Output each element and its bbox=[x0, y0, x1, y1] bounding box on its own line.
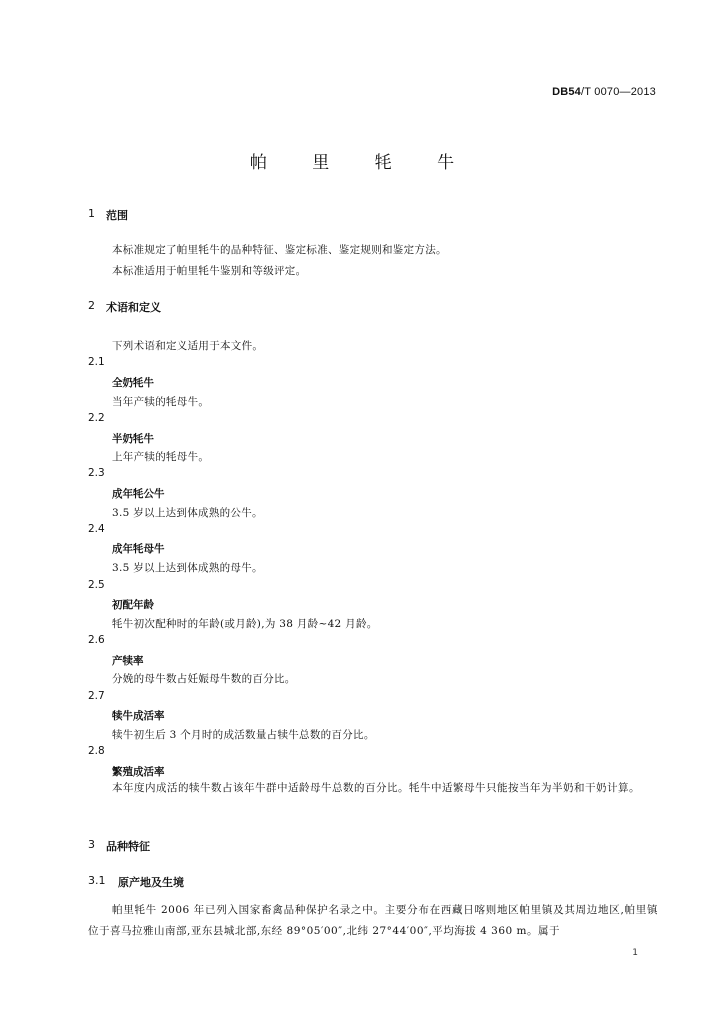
term-definition: 3.5 岁以上达到体成熟的公牛。 bbox=[112, 507, 263, 519]
term-name: 成年牦公牛 bbox=[112, 488, 165, 500]
section-1-paragraph-2: 本标准适用于帕里牦牛鉴别和等级评定。 bbox=[112, 265, 307, 277]
document-title: 帕 里 牦 牛 bbox=[249, 153, 475, 173]
section-3-heading: 品种特征 bbox=[106, 840, 150, 853]
term-number: 2.1 bbox=[88, 356, 105, 368]
section-1-heading: 范围 bbox=[106, 209, 128, 222]
term-number: 2.3 bbox=[88, 467, 105, 479]
section-2-intro: 下列术语和定义适用于本文件。 bbox=[112, 340, 264, 352]
term-name: 初配年龄 bbox=[112, 599, 154, 611]
term-name: 半奶牦牛 bbox=[112, 433, 154, 445]
term-definition: 牦牛初次配种时的年龄(或月龄),为 38 月龄~42 月龄。 bbox=[112, 618, 378, 630]
term-name: 犊牛成活率 bbox=[112, 710, 165, 722]
standard-prefix: DB54 bbox=[552, 86, 582, 98]
term-definition: 当年产犊的牦母牛。 bbox=[112, 396, 210, 408]
term-definition: 分娩的母牛数占妊娠母牛数的百分比。 bbox=[112, 673, 296, 685]
section-3-1-number: 3.1 bbox=[88, 874, 106, 887]
standard-number bbox=[552, 86, 656, 98]
section-1-paragraph-1: 本标准规定了帕里牦牛的品种特征、鉴定标准、鉴定规则和鉴定方法。 bbox=[112, 244, 447, 256]
term-number: 2.8 bbox=[88, 745, 105, 757]
term-definition: 本年度内成活的犊牛数占该年牛群中适龄母牛总数的百分比。牦牛中适繁母牛只能按当年为半奶和干奶计算。 bbox=[112, 782, 640, 794]
term-name: 产犊率 bbox=[112, 655, 144, 667]
section-2-heading: 术语和定义 bbox=[106, 301, 161, 314]
term-number: 2.4 bbox=[88, 523, 105, 535]
term-number: 2.7 bbox=[88, 690, 105, 702]
section-3-1-heading: 原产地及生境 bbox=[118, 876, 184, 889]
term-number: 2.2 bbox=[88, 412, 105, 424]
term-definition: 上年产犊的牦母牛。 bbox=[112, 451, 210, 463]
term-definition: 犊牛初生后 3 个月时的成活数量占犊牛总数的百分比。 bbox=[112, 729, 375, 741]
section-3-number: 3 bbox=[88, 838, 95, 851]
term-definition: 3.5 岁以上达到体成熟的母牛。 bbox=[112, 562, 263, 574]
section-2-number: 2 bbox=[88, 299, 95, 312]
term-name: 繁殖成活率 bbox=[112, 766, 165, 778]
standard-suffix: /T 0070—2013 bbox=[581, 86, 656, 98]
term-name: 全奶牦牛 bbox=[112, 377, 154, 389]
term-name: 成年牦母牛 bbox=[112, 543, 165, 555]
term-number: 2.6 bbox=[88, 634, 105, 646]
section-1-number: 1 bbox=[88, 207, 95, 220]
section-3-1-paragraph: 帕里牦牛 2006 年已列入国家畜禽品种保护名录之中。主要分布在西藏日喀则地区帕里镇及其周边地区,帕里镇位于喜马拉雅山南部,亚东县城北部,东经 89°05′00″,北纬 27°44′00″,平均海拔 4 360 m。属于 bbox=[88, 904, 658, 937]
term-number: 2.5 bbox=[88, 579, 105, 591]
page-number: 1 bbox=[632, 948, 638, 958]
